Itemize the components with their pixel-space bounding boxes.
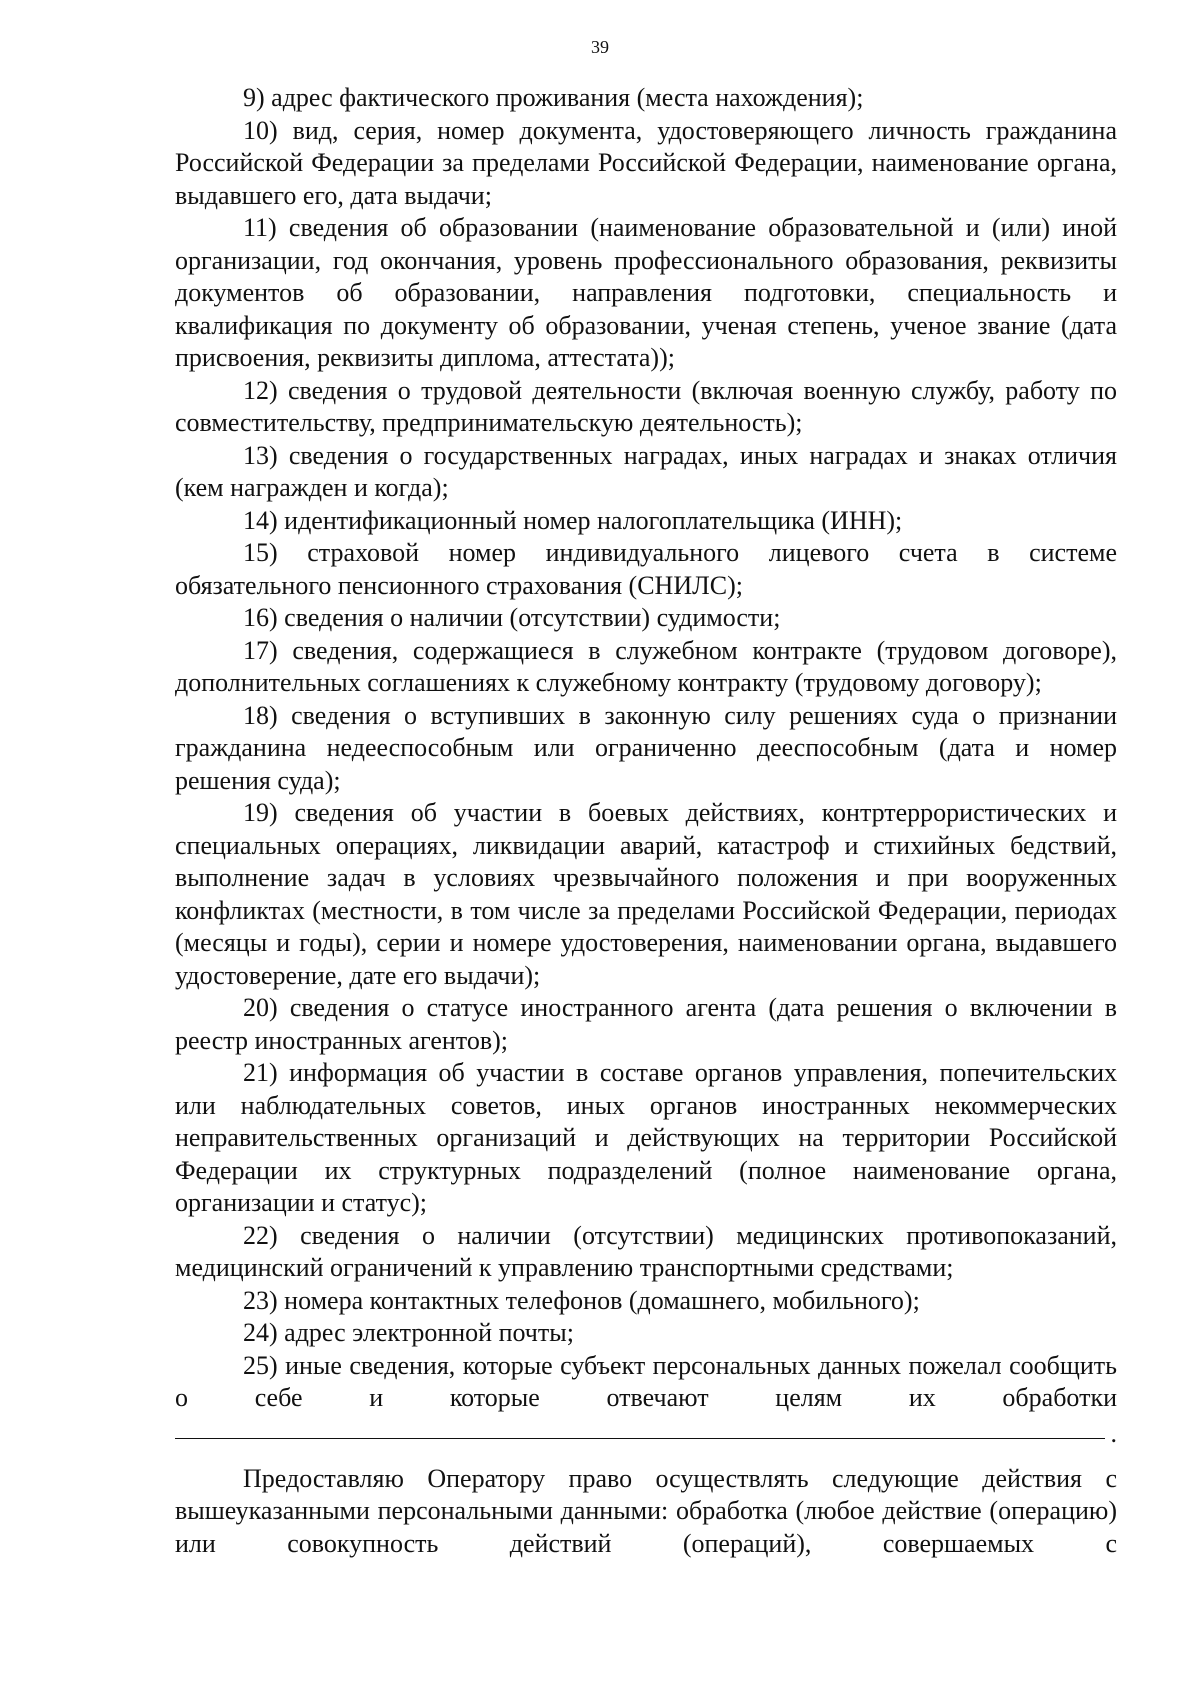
list-item-20: 20) сведения о статусе иностранного агента (дата решения о включении в реестр иностранных агентов); <box>175 993 1117 1055</box>
list-item-25: 25) иные сведения, которые субъект персональных данных пожелал сообщить о себе и которые отвечают целям их обработки <box>175 1350 1117 1412</box>
list-item-12: 12) сведения о трудовой деятельности (включая военную службу, работу по совместительству, предпринимательскую деятельность); <box>175 375 1117 437</box>
fill-line-end: . <box>1110 1418 1117 1448</box>
page-number: 39 <box>591 37 609 57</box>
list-item-10: 10) вид, серия, номер документа, удостоверяющего личность гражданина Российской Федерации за пределами Российской Федерации, наименование органа, выдавшего его, дата выдачи; <box>175 115 1117 210</box>
blank-fill-line <box>175 1415 1117 1447</box>
list-item-19: 19) сведения об участии в боевых действиях, контртеррористических и специальных операциях, ликвидации аварий, катастроф и стихийных бедствий, выполнение задач в условиях чрезвычайного положения и при вооруженных конфликтах (местности, в том числе за пределами Российской Федерации, периодах (месяцы и годы), серии и номере удостоверения, наименовании органа, выдавшего удостоверение, дате его выдачи); <box>175 798 1117 990</box>
list-item-21: 21) информация об участии в составе органов управления, попечительских или наблюдательных советов, иных органов иностранных некоммерческих неправительственных организаций и действующих на территории Российской Федерации их структурных подразделений (полное наименование органа, организации и статус); <box>175 1058 1117 1217</box>
list-item-24: 24) адрес электронной почты; <box>243 1318 574 1347</box>
list-item-14: 14) идентификационный номер налогоплательщика (ИНН); <box>243 505 903 535</box>
list-item-11: 11) сведения об образовании (наименование образовательной и (или) иной организации, год окончания, уровень профессионального образования, реквизиты документов об образовании, направления подготовки, специальность и квалификация по документу об образовании, ученая степень, ученое звание (дата присвоения, реквизиты диплома, аттестата)); <box>175 213 1117 372</box>
list-item-22: 22) сведения о наличии (отсутствии) медицинских противопоказаний, медицинский ограничений к управлению транспортными средствами; <box>175 1220 1117 1282</box>
list-item-16: 16) сведения о наличии (отсутствии) судимости; <box>243 603 781 632</box>
consent-paragraph: Предоставляю Оператору право осуществлять следующие действия с вышеуказанными персональными данными: обработка (любое действие (операцию) или совокупность действий (операций), совершаемых с <box>175 1463 1117 1558</box>
underline-rule <box>175 1438 1105 1439</box>
list-item-9: 9) адрес фактического проживания (места нахождения); <box>243 83 864 112</box>
list-item-15: 15) страховой номер индивидуального лицевого счета в системе обязательного пенсионного страхования (СНИЛС); <box>175 538 1117 600</box>
document-body <box>175 82 1117 1560</box>
list-item-13: 13) сведения о государственных наградах, иных наградах и знаках отличия (кем награжден и когда); <box>175 440 1117 502</box>
list-item-17: 17) сведения, содержащиеся в служебном контракте (трудовом договоре), дополнительных соглашениях к служебному контракту (трудовому договору); <box>175 635 1117 697</box>
list-item-18: 18) сведения о вступивших в законную силу решениях суда о признании гражданина недееспособным или ограниченно дееспособным (дата и номер решения суда); <box>175 700 1117 795</box>
list-item-23: 23) номера контактных телефонов (домашнего, мобильного); <box>243 1285 920 1315</box>
